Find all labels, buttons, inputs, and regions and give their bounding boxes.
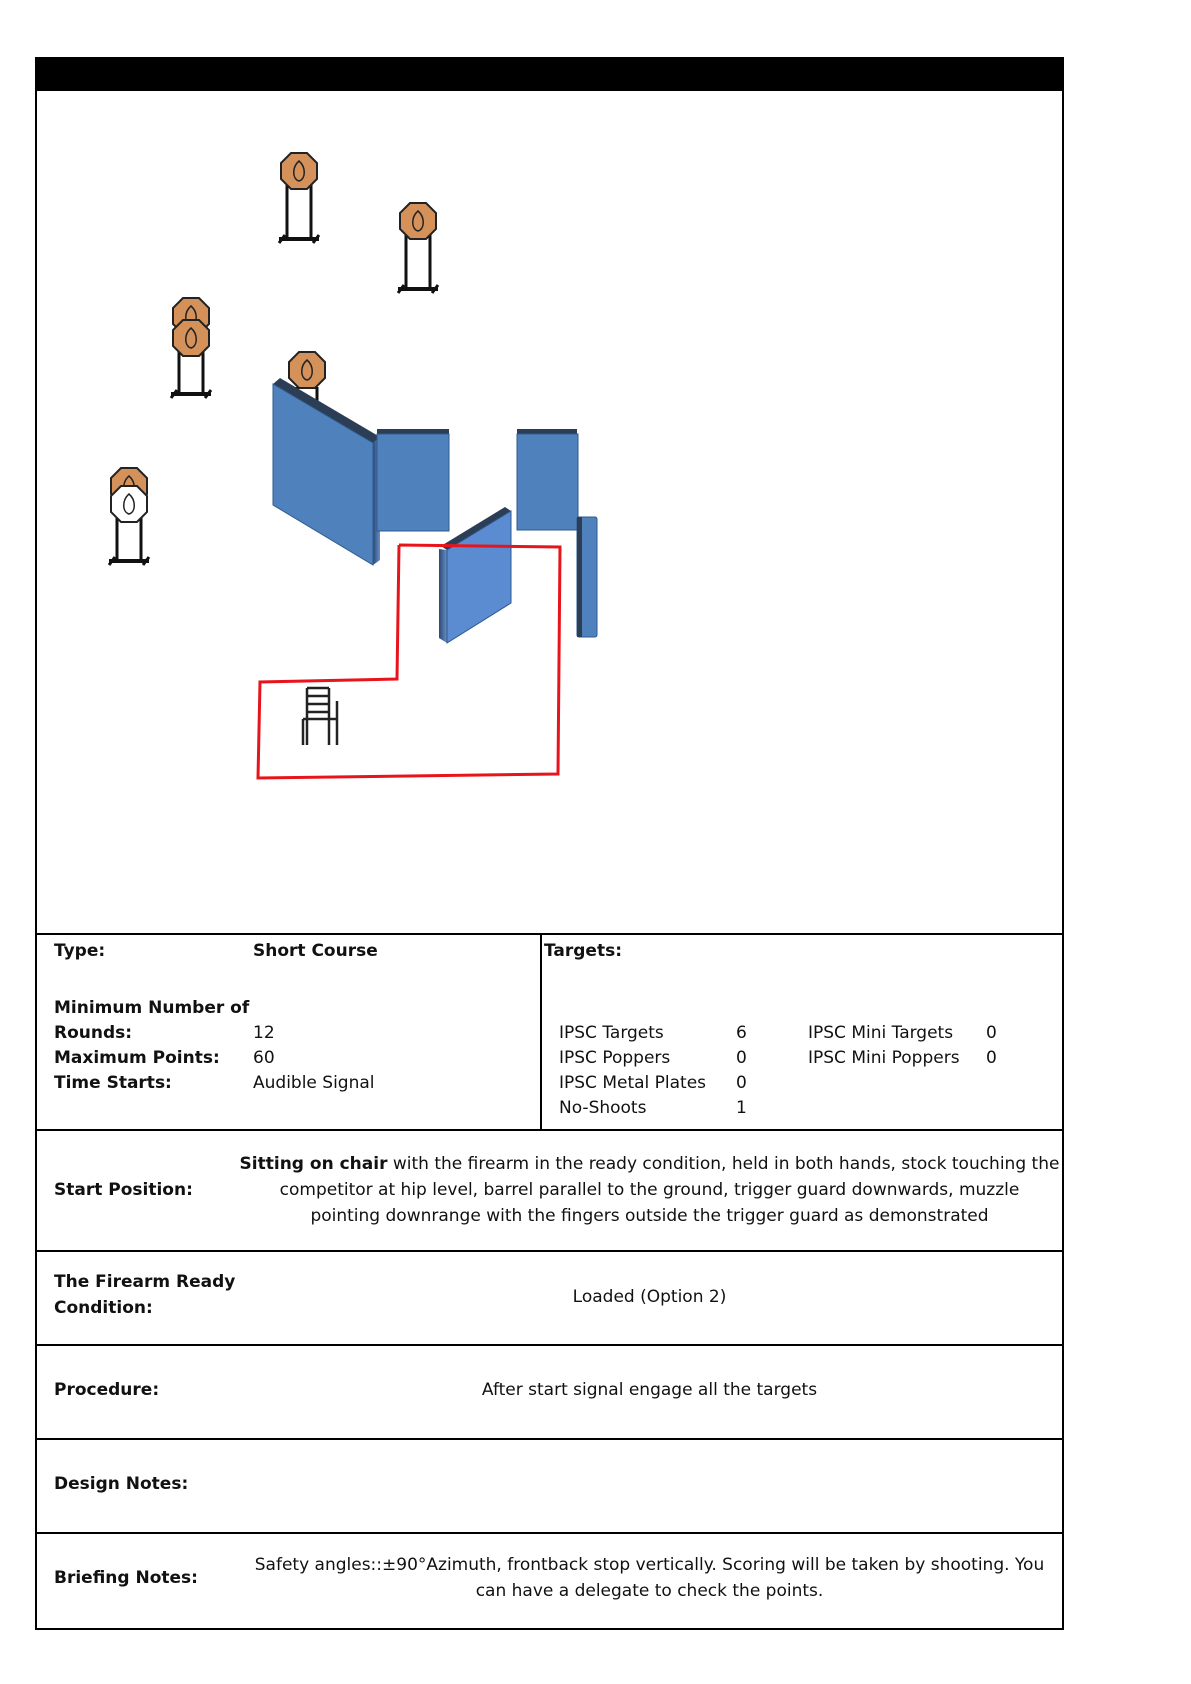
stage-sheet [35,57,1064,1630]
wall-3 [517,429,578,530]
max-points-value: 60 [253,1048,275,1068]
target-type-count: 0 [986,1048,997,1068]
briefing-notes-label: Briefing Notes: [54,1568,198,1588]
ready-condition-label: The Firearm Ready [54,1272,236,1292]
targets-title: Targets: [544,941,623,961]
target-type-count: 1 [736,1098,747,1118]
divider [37,933,1062,935]
time-starts-value: Audible Signal [253,1073,375,1093]
target-type-name: IPSC Metal Plates [559,1073,707,1093]
ipsc-target-3 [171,298,211,398]
min-rounds-label: Minimum Number of [54,998,250,1018]
wall-2 [377,429,449,531]
target-type-name: IPSC Poppers [559,1048,671,1068]
divider [37,1344,1062,1346]
max-points-label: Maximum Points: [54,1048,220,1068]
start-position-line3: pointing downrange with the fingers outside the trigger guard as demonstrated [310,1206,989,1226]
briefing-notes-line1: Safety angles::±90°Azimuth, frontback stop vertically. Scoring will be taken by shooting. You [254,1555,1045,1575]
start-position-bold: Sitting on chair [239,1154,388,1174]
type-label: Type: [54,941,106,961]
briefing-notes-text [237,1552,1062,1604]
divider [37,1129,1062,1131]
min-rounds-value: 12 [253,1023,275,1043]
start-position-line1: with the firearm in the ready condition, held in both hands, stock touching the [387,1154,1060,1174]
type-value: Short Course [253,941,378,961]
divider [37,1438,1062,1440]
stage-diagram [37,91,1062,937]
chair-icon [303,688,337,745]
ready-condition-label-2: Condition: [54,1298,153,1318]
ipsc-target-2 [398,203,438,293]
divider [37,1532,1062,1534]
target-type-name: IPSC Mini Targets [808,1023,954,1043]
no-shoot-target [111,486,147,522]
time-starts-label: Time Starts: [54,1073,172,1093]
wall-1 [273,378,380,565]
design-notes-label: Design Notes: [54,1474,189,1494]
procedure-label: Procedure: [54,1380,160,1400]
target-type-name: IPSC Mini Poppers [808,1048,960,1068]
ipsc-target-1 [279,153,319,243]
ipsc-target-6 [109,468,149,565]
divider [540,933,542,1131]
header-bar [37,59,1062,91]
briefing-notes-line2: can have a delegate to check the points. [475,1581,824,1601]
target-type-count: 0 [736,1073,747,1093]
target-type-count: 0 [736,1048,747,1068]
procedure-value: After start signal engage all the targets [481,1380,818,1400]
target-type-name: No-Shoots [559,1098,647,1118]
ready-condition-value: Loaded (Option 2) [572,1287,727,1307]
wall-4 [439,507,511,643]
start-position-line2: competitor at hip level, barrel parallel to the ground, trigger guard downwards, muzzle [279,1180,1020,1200]
target-type-count: 6 [736,1023,747,1043]
start-position-label: Start Position: [54,1180,193,1200]
divider [37,1250,1062,1252]
min-rounds-label-2: Rounds: [54,1023,133,1043]
target-type-name: IPSC Targets [559,1023,664,1043]
target-type-count: 0 [986,1023,997,1043]
start-position-text [237,1151,1062,1229]
wall-5 [577,517,597,637]
